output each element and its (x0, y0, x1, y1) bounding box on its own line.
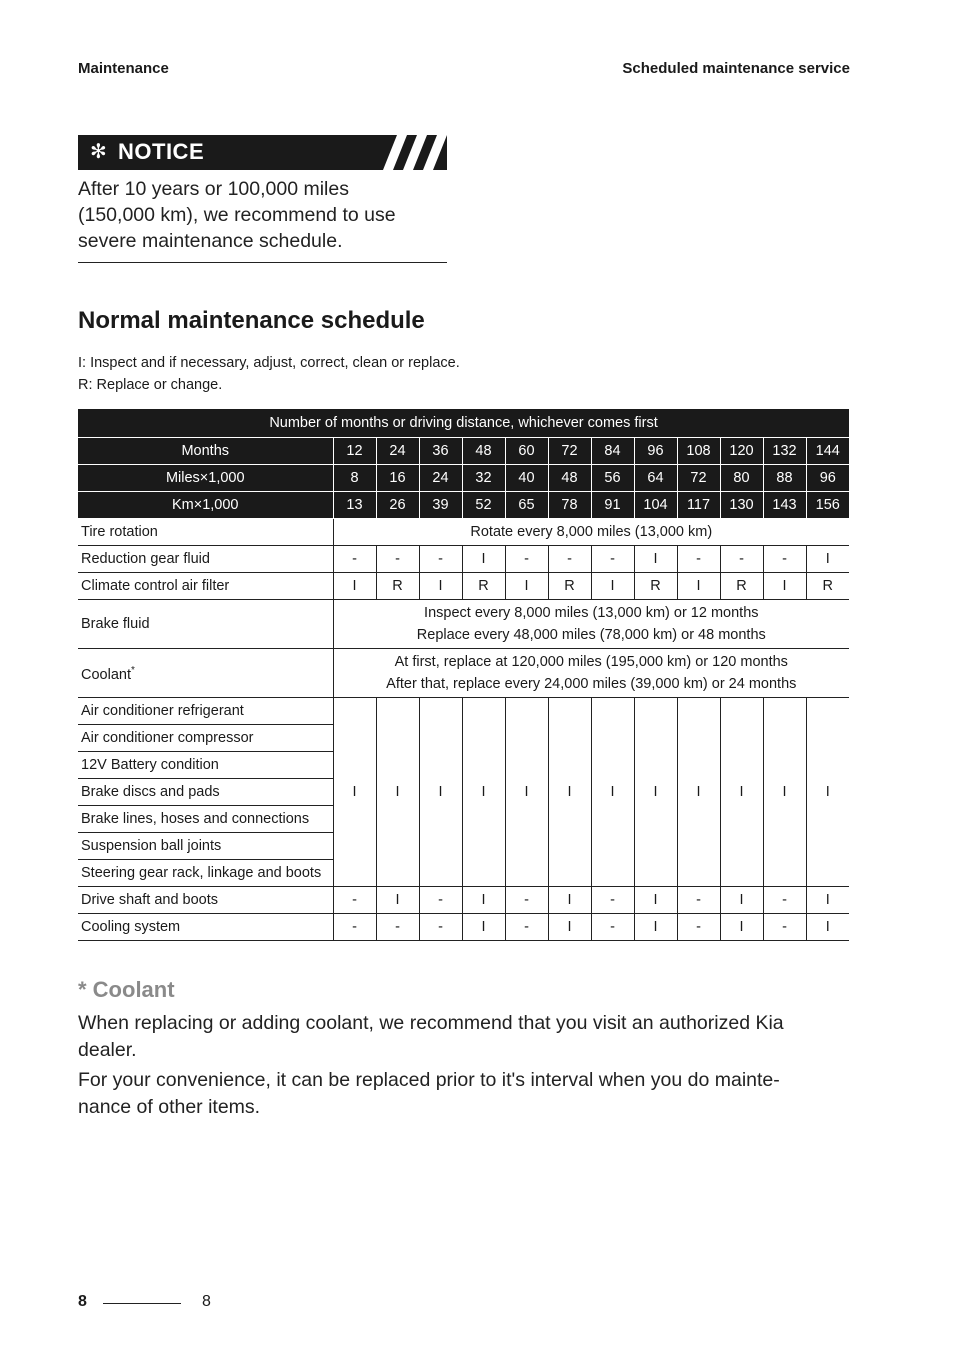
notice-line: severe maintenance schedule. (78, 230, 343, 252)
schedule-value: - (376, 914, 419, 941)
schedule-value: I (720, 887, 763, 914)
item-label: Air conditioner compressor (78, 725, 333, 752)
schedule-value: I (763, 573, 806, 600)
interval-header-value: 12 (333, 438, 376, 465)
notice-divider (78, 262, 447, 263)
item-label: Cooling system (78, 914, 333, 941)
interval-header-label: Km×1,000 (78, 492, 333, 519)
schedule-value: - (720, 546, 763, 573)
interval-header-value: 120 (720, 438, 763, 465)
item-label: Drive shaft and boots (78, 887, 333, 914)
interval-header-value: 144 (806, 438, 849, 465)
item-label: 12V Battery condition (78, 752, 333, 779)
interval-header-value: 13 (333, 492, 376, 519)
footnote-paragraph-2 (78, 1067, 848, 1121)
schedule-value: - (333, 887, 376, 914)
item-label (78, 649, 333, 698)
schedule-value: - (419, 887, 462, 914)
schedule-value: I (333, 573, 376, 600)
schedule-value: - (763, 914, 806, 941)
schedule-value: - (591, 887, 634, 914)
interval-header-label: Months (78, 438, 333, 465)
item-label: Tire rotation (78, 519, 333, 546)
schedule-value: R (376, 573, 419, 600)
interval-note (333, 649, 849, 698)
interval-header-value: 78 (548, 492, 591, 519)
schedule-value: R (634, 573, 677, 600)
schedule-value: I (806, 887, 849, 914)
schedule-value: - (591, 546, 634, 573)
footnote-line: For your convenience, it can be replaced prior to it's interval when you do mainte- (78, 1069, 780, 1091)
schedule-value: I (677, 698, 720, 887)
schedule-value: I (720, 914, 763, 941)
schedule-value: I (462, 546, 505, 573)
schedule-value: - (333, 914, 376, 941)
schedule-value: I (806, 698, 849, 887)
item-label: Air conditioner refrigerant (78, 698, 333, 725)
schedule-value: I (505, 698, 548, 887)
interval-header-value: 108 (677, 438, 720, 465)
schedule-value: I (763, 698, 806, 887)
schedule-value: - (763, 887, 806, 914)
item-label-text: Coolant (81, 666, 131, 683)
interval-header-value: 48 (462, 438, 505, 465)
table-row-climate-control-air-filter (78, 573, 849, 600)
schedule-value: R (806, 573, 849, 600)
notice-title: NOTICE (118, 139, 205, 164)
schedule-value: I (634, 546, 677, 573)
interval-header-row (78, 465, 849, 492)
interval-note: Rotate every 8,000 miles (13,000 km) (333, 519, 849, 546)
interval-header-value: 64 (634, 465, 677, 492)
interval-header-value: 40 (505, 465, 548, 492)
schedule-value: I (677, 573, 720, 600)
footnote-marker: * (130, 665, 135, 677)
footnote-line: nance of other items. (78, 1096, 261, 1118)
interval-header-value: 96 (634, 438, 677, 465)
section-title: Normal maintenance schedule (78, 307, 425, 334)
item-label: Reduction gear fluid (78, 546, 333, 573)
schedule-value: - (505, 914, 548, 941)
maintenance-schedule-table (78, 409, 849, 941)
interval-note-line: Replace every 48,000 miles (78,000 km) or 48 months (416, 627, 766, 643)
schedule-value: R (720, 573, 763, 600)
table-row-coolant (78, 649, 849, 698)
table-row-tire-rotation (78, 519, 849, 546)
interval-header-value: 60 (505, 438, 548, 465)
schedule-value: I (720, 698, 763, 887)
footnote-line: When replacing or adding coolant, we recommend that you visit an authorized Kia (78, 1012, 784, 1034)
schedule-value: I (634, 887, 677, 914)
item-label: Climate control air filter (78, 573, 333, 600)
footnote-line: dealer. (78, 1039, 137, 1061)
page-number-secondary: 8 (202, 1293, 211, 1310)
interval-header-value: 16 (376, 465, 419, 492)
schedule-value: - (677, 887, 720, 914)
interval-header-value: 48 (548, 465, 591, 492)
item-label: Brake lines, hoses and connections (78, 806, 333, 833)
interval-header-value: 39 (419, 492, 462, 519)
table-row-drive-shaft (78, 887, 849, 914)
interval-header-value: 84 (591, 438, 634, 465)
item-label: Suspension ball joints (78, 833, 333, 860)
interval-header-value: 36 (419, 438, 462, 465)
schedule-value: I (462, 698, 505, 887)
schedule-value: I (505, 573, 548, 600)
notice-body (78, 176, 447, 254)
notice-banner (78, 135, 447, 170)
interval-header-value: 117 (677, 492, 720, 519)
table-row-brake-fluid (78, 600, 849, 649)
schedule-value: I (376, 698, 419, 887)
interval-header-value: 56 (591, 465, 634, 492)
table-row-inspect-group (78, 698, 849, 725)
legend-inspect: I: Inspect and if necessary, adjust, correct, clean or replace. (78, 355, 460, 371)
notice-line: After 10 years or 100,000 miles (78, 178, 349, 200)
interval-header-value: 72 (548, 438, 591, 465)
schedule-value: I (419, 573, 462, 600)
interval-header-value: 24 (419, 465, 462, 492)
interval-header-row (78, 438, 849, 465)
schedule-value: R (548, 573, 591, 600)
schedule-value: - (333, 546, 376, 573)
schedule-value: - (548, 546, 591, 573)
notice-slash-decoration-icon (377, 135, 447, 170)
schedule-value: I (591, 698, 634, 887)
schedule-value: I (548, 887, 591, 914)
schedule-value: - (763, 546, 806, 573)
interval-header-value: 104 (634, 492, 677, 519)
schedule-value: - (505, 546, 548, 573)
schedule-value: I (548, 698, 591, 887)
schedule-value: - (419, 914, 462, 941)
footnote-title: * Coolant (78, 977, 175, 1002)
schedule-value: R (462, 573, 505, 600)
interval-header-value: 91 (591, 492, 634, 519)
item-label: Brake fluid (78, 600, 333, 649)
interval-header-value: 96 (806, 465, 849, 492)
schedule-value: - (591, 914, 634, 941)
running-header-section: Maintenance (78, 60, 169, 77)
schedule-value: I (806, 914, 849, 941)
interval-header-value: 88 (763, 465, 806, 492)
interval-header-value: 26 (376, 492, 419, 519)
interval-header-label: Miles×1,000 (78, 465, 333, 492)
schedule-value: I (462, 887, 505, 914)
interval-header-value: 72 (677, 465, 720, 492)
interval-header-value: 156 (806, 492, 849, 519)
running-header-topic: Scheduled maintenance service (622, 60, 850, 77)
schedule-value: I (634, 698, 677, 887)
table-caption-row (78, 409, 849, 438)
schedule-value: I (333, 698, 376, 887)
schedule-value: - (376, 546, 419, 573)
schedule-value: I (419, 698, 462, 887)
schedule-value: I (548, 914, 591, 941)
legend (78, 352, 460, 396)
interval-header-value: 80 (720, 465, 763, 492)
interval-header-value: 132 (763, 438, 806, 465)
interval-header-value: 130 (720, 492, 763, 519)
schedule-value: I (376, 887, 419, 914)
schedule-value: I (591, 573, 634, 600)
notice-asterisk-icon: ✻ (90, 141, 107, 163)
legend-replace: R: Replace or change. (78, 377, 223, 393)
page-number-rule (103, 1303, 181, 1304)
interval-note-line: After that, replace every 24,000 miles (39,000 km) or 24 months (386, 676, 797, 692)
footnote-paragraph-1 (78, 1010, 848, 1064)
interval-header-row (78, 492, 849, 519)
interval-header-value: 65 (505, 492, 548, 519)
interval-header-value: 8 (333, 465, 376, 492)
item-label: Brake discs and pads (78, 779, 333, 806)
interval-header-value: 24 (376, 438, 419, 465)
item-label: Steering gear rack, linkage and boots (78, 860, 333, 887)
notice-line: (150,000 km), we recommend to use (78, 204, 396, 226)
schedule-value: - (677, 914, 720, 941)
interval-header-value: 32 (462, 465, 505, 492)
table-caption: Number of months or driving distance, whichever comes first (78, 409, 849, 438)
schedule-value: - (419, 546, 462, 573)
interval-note-line: At first, replace at 120,000 miles (195,000 km) or 120 months (394, 654, 788, 670)
schedule-value: - (505, 887, 548, 914)
interval-note-line: Inspect every 8,000 miles (13,000 km) or 12 months (424, 605, 759, 621)
interval-note (333, 600, 849, 649)
interval-header-value: 52 (462, 492, 505, 519)
schedule-value: I (634, 914, 677, 941)
page-number: 8 (78, 1293, 87, 1310)
schedule-value: I (462, 914, 505, 941)
interval-header-value: 143 (763, 492, 806, 519)
table-row-cooling-system (78, 914, 849, 941)
schedule-value: I (806, 546, 849, 573)
table-row-reduction-gear-fluid (78, 546, 849, 573)
schedule-value: - (677, 546, 720, 573)
